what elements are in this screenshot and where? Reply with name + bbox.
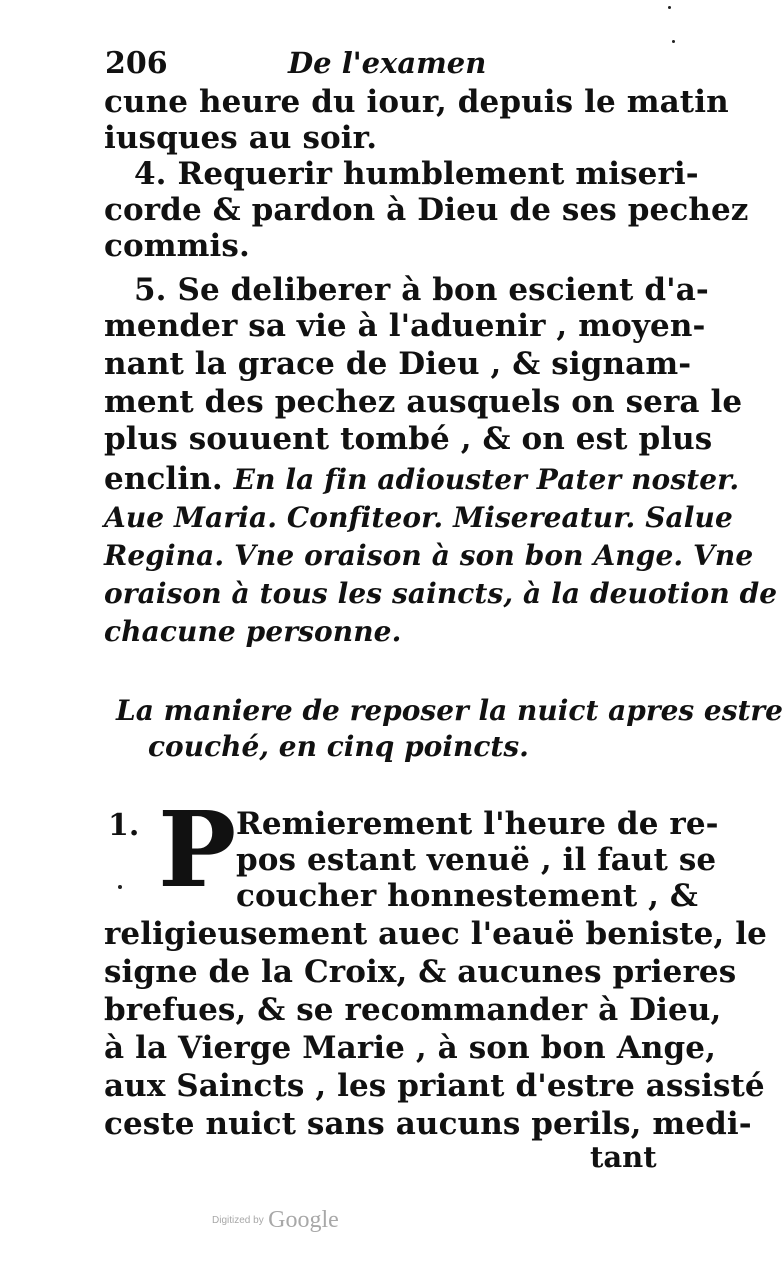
paragraph-line: aux Saincts , les priant d'estre assisté <box>104 1068 765 1104</box>
watermark-small-text: Digitized by <box>212 1215 264 1226</box>
mixed-line-italic: En la fin adiouster Pater noster. <box>233 463 740 496</box>
section-heading-line-1: La maniere de reposer la nuict apres estre <box>116 694 783 727</box>
paragraph-line: brefues, & se recommander à Dieu, <box>104 992 722 1028</box>
paragraph-line: signe de la Croix, & aucunes prieres <box>104 954 737 990</box>
running-title: De l'examen <box>288 46 487 80</box>
mixed-line-roman: enclin. <box>104 461 223 497</box>
mixed-line <box>104 461 739 498</box>
body-line: commis. <box>104 228 250 264</box>
scan-speck <box>118 885 122 889</box>
body-line: ment des pechez ausquels on sera le <box>104 384 743 420</box>
body-line: iusques au soir. <box>104 120 378 156</box>
body-line: mender sa vie à l'aduenir , moyen- <box>104 308 706 344</box>
body-line: cune heure du iour, depuis le matin <box>104 84 729 120</box>
paragraph-line: religieusement auec l'eauë beniste, le <box>104 916 767 952</box>
body-line: 5. Se deliberer à bon escient d'a- <box>134 272 709 308</box>
drop-cap: P <box>158 788 237 911</box>
scan-speck <box>668 6 671 9</box>
section-heading-line-2: couché, en cinq poincts. <box>148 730 529 763</box>
italic-line: Aue Maria. Confiteor. Misereatur. Salue <box>104 501 733 534</box>
body-line: 4. Requerir humblement miseri- <box>134 156 699 192</box>
italic-line: oraison à tous les saincts, à la deuotion de <box>104 577 778 610</box>
digitization-watermark <box>212 1207 339 1234</box>
paragraph-line: coucher honnestement , & <box>236 878 699 914</box>
italic-line: chacune personne. <box>104 615 402 648</box>
paragraph-line: à la Vierge Marie , à son bon Ange, <box>104 1030 716 1066</box>
catchword: tant <box>590 1140 657 1174</box>
scan-speck <box>672 40 675 43</box>
paragraph-line: Remierement l'heure de re- <box>236 806 719 842</box>
body-line: nant la grace de Dieu , & signam- <box>104 346 692 382</box>
body-line: plus souuent tombé , & on est plus <box>104 421 713 457</box>
paragraph-number: 1. <box>108 808 140 843</box>
google-logo: Google <box>268 1207 339 1233</box>
italic-line: Regina. Vne oraison à son bon Ange. Vne <box>104 539 754 572</box>
paragraph-line: ceste nuict sans aucuns perils, medi- <box>104 1106 752 1142</box>
body-line: corde & pardon à Dieu de ses pechez <box>104 192 749 228</box>
page-number: 206 <box>105 46 168 81</box>
paragraph-line: pos estant venuë , il faut se <box>236 842 717 878</box>
